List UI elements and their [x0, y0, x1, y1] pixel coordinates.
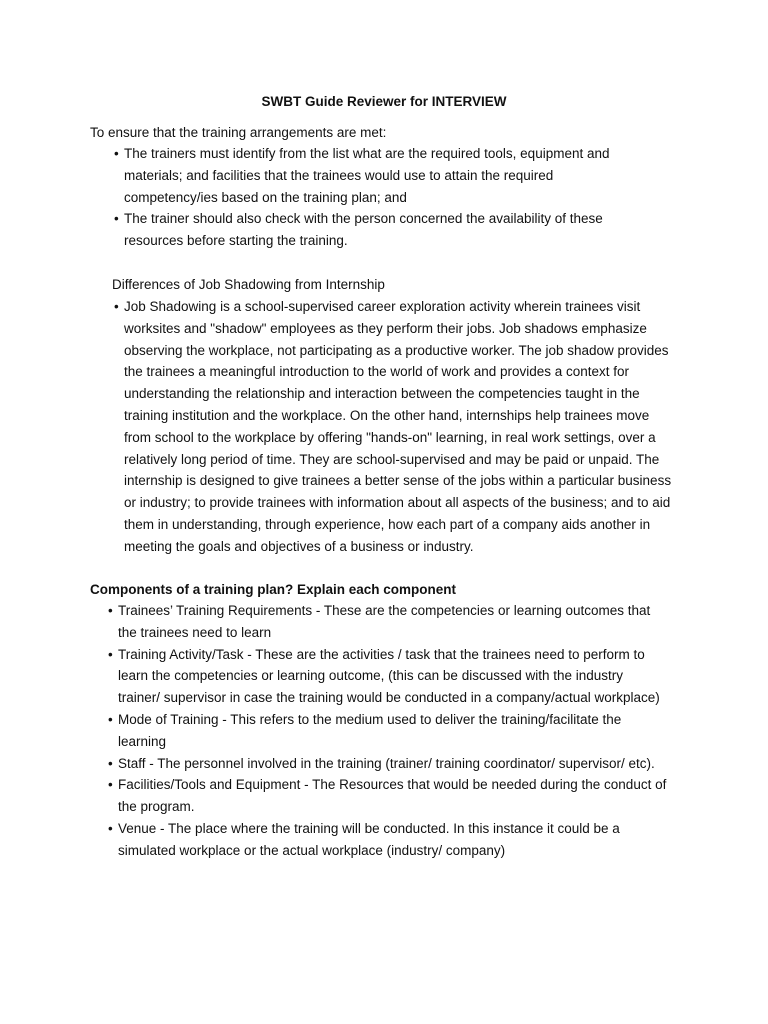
- list-item-text: The trainer should also check with the person concerned the availability of these resources before starting the training.: [124, 211, 603, 249]
- document-title: SWBT Guide Reviewer for INTERVIEW: [261, 94, 507, 109]
- bullet-icon: •: [108, 777, 113, 793]
- bullet-icon: •: [108, 711, 113, 727]
- list-item-text: Staff - The personnel involved in the training (trainer/ training coordinator/ supervisor/ etc).: [118, 755, 655, 771]
- list-item: [108, 753, 668, 775]
- list-item-text: Trainees’ Training Requirements - These are the competencies or learning outcomes that the trainees need to learn: [118, 603, 651, 640]
- list-item: [108, 774, 668, 818]
- bullet-icon: •: [108, 646, 113, 662]
- components-heading: Components of a training plan? Explain each component: [90, 582, 457, 597]
- list-item: [108, 818, 668, 862]
- training-arrangements-intro: To ensure that the training arrangements are met:: [90, 125, 387, 140]
- list-item: [108, 709, 668, 753]
- bullet-icon: •: [114, 299, 119, 314]
- bullet-icon: •: [108, 820, 113, 836]
- training-arrangements-list: [114, 143, 644, 252]
- list-item: [114, 296, 676, 558]
- shadowing-heading: Differences of Job Shadowing from Internship: [112, 277, 385, 292]
- bullet-icon: •: [114, 146, 119, 161]
- components-list: [108, 600, 668, 862]
- list-item-text: Facilities/Tools and Equipment - The Resources that would be needed during the conduct of the program.: [118, 777, 667, 815]
- list-item: [114, 143, 644, 208]
- bullet-icon: •: [108, 603, 113, 618]
- list-item: [108, 644, 668, 709]
- list-item-text: Venue - The place where the training will be conducted. In this instance it could be a simulated workplace or the actual workplace (industry/ company): [118, 820, 620, 858]
- list-item-text: The trainers must identify from the list what are the required tools, equipment and materials; and facilities that the trainees would use to attain the required competency/ies based on the training plan; and: [124, 146, 610, 205]
- list-item-text: Mode of Training - This refers to the medium used to deliver the training/facilitate the learning: [118, 711, 622, 749]
- list-item: [114, 208, 644, 252]
- list-item-text: Training Activity/Task - These are the activities / task that the trainees need to perform to learn the competencies or learning outcome, (this can be discussed with the industry trainer/ supervisor in case the training would be conducted in a company/actual workplace): [118, 646, 660, 706]
- bullet-icon: •: [108, 755, 113, 771]
- list-item-text: Job Shadowing is a school-supervised career exploration activity wherein trainees visit worksites and "shadow" employees as they perform their jobs. Job shadows emphasize observing the workplace, not participating as a productive worker. The job shadow provides the trainees a meaningful introduction to the world of work and provides a context for understanding the relationship and interaction between the competencies taught in the training institution and the workplace. On the other hand, internships help trainees move from school to the workplace by offering "hands-on" learning, in real work settings, over a relatively long period of time. They are school-supervised and may be paid or unpaid. The internship is designed to give trainees a better sense of the jobs within a particular business or industry; to provide trainees with information about all aspects of the business; and to aid them in understanding, through experience, how each part of a company aids another in meeting the goals and objectives of a business or industry.: [124, 299, 672, 554]
- shadowing-list: [114, 296, 676, 558]
- list-item: [108, 600, 668, 644]
- bullet-icon: •: [114, 211, 119, 227]
